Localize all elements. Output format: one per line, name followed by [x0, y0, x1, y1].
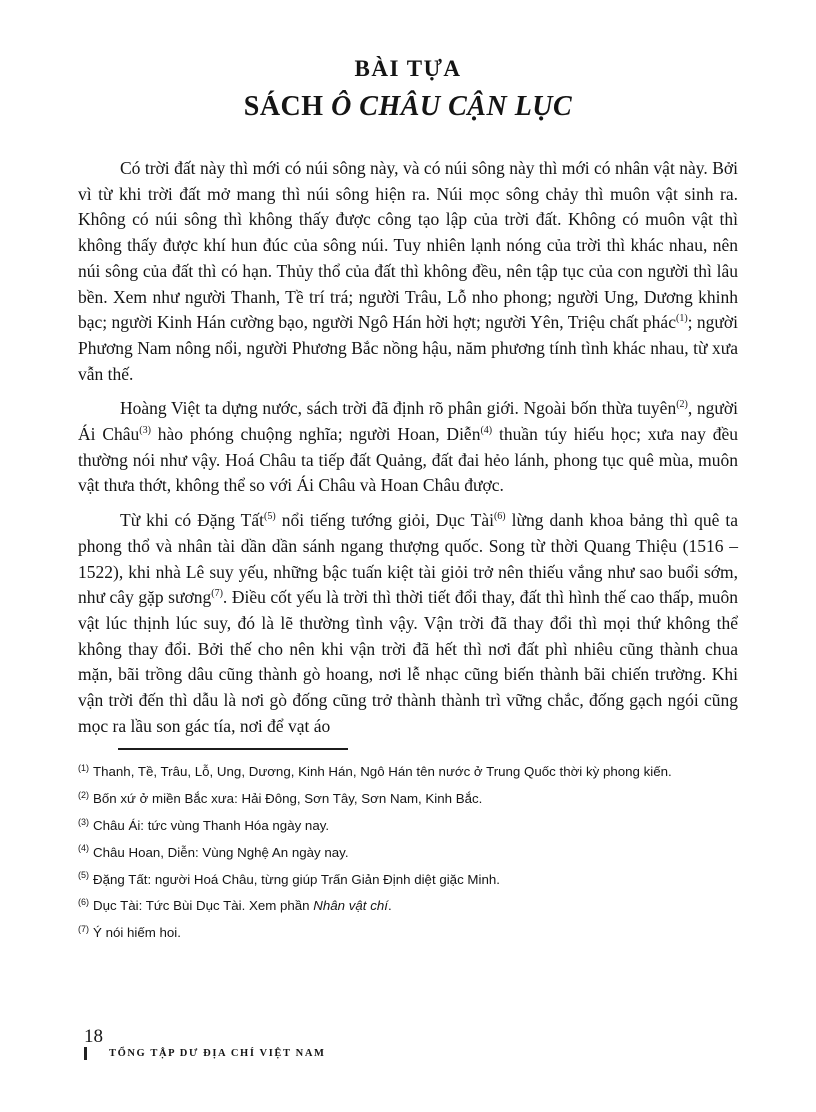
paragraph — [78, 508, 738, 739]
text-run: lừng danh khoa bảng thì quê ta phong thổ và nhân tài dần dần sánh ngang thượng quốc. Song từ thời Quang Thiệu (1516 – 1522), khi nhà Lê suy yếu, những bậc tuấn kiệt tài giỏi trở nên thiếu vắng như sao buổi sớm, như cây gặp sương — [78, 510, 738, 608]
footnote — [78, 759, 738, 786]
footnote-ref: (1) — [675, 313, 688, 325]
text-run: hào phóng chuộng nghĩa; người Hoan, Diễn — [150, 424, 481, 445]
page-number: 18 — [84, 1026, 103, 1047]
text-run: nổi tiếng tướng giỏi, Dục Tài — [275, 510, 494, 531]
footnote-marker: (7) — [78, 923, 89, 934]
footer-tick-mark — [84, 1047, 87, 1060]
footnote — [78, 867, 738, 894]
footnote-ref: (3) — [139, 425, 151, 437]
text-run: Châu Hoan, Diễn: Vùng Nghệ An ngày nay. — [93, 844, 349, 860]
footnote-marker: (2) — [78, 789, 89, 800]
paragraph — [78, 396, 738, 499]
text-run: Từ khi có Đặng Tất — [120, 510, 265, 531]
footnote — [78, 786, 738, 813]
footnote — [78, 920, 738, 947]
footnote-marker: (5) — [78, 870, 89, 881]
footer-row — [84, 1047, 326, 1060]
footnote-list — [78, 759, 738, 947]
footnote-marker: (4) — [78, 843, 89, 854]
chapter-header — [78, 56, 738, 123]
footnote-marker: (6) — [78, 897, 89, 908]
text-run: thuần túy hiếu học; xưa nay đều thường nói như vậy. Hoá Châu ta tiếp đất Quảng, đất đai hẻo lánh, phong tục quê mùa, muôn vật thưa thớt, không thể so với Ái Châu và Hoan Châu được. — [78, 424, 738, 496]
footnotes-section — [78, 748, 738, 947]
page-title: BÀI TỰA — [354, 56, 462, 81]
body-paragraphs — [78, 156, 738, 739]
text-run: Đặng Tất: người Hoá Châu, từng giúp Trấn Giản Định diệt giặc Minh. — [93, 871, 500, 887]
footnote — [78, 840, 738, 867]
book-title-prefix: SÁCH — [243, 91, 332, 122]
book-series-title: TỔNG TẬP DƯ ĐỊA CHÍ VIỆT NAM — [109, 1048, 326, 1059]
text-run: ; người Phương Nam nông nổi, người Phương Bắc nồng hậu, năm phương tính tình khác nhau, từ xưa vẫn thế. — [78, 312, 739, 384]
footnote — [78, 893, 738, 920]
text-run: . — [387, 898, 392, 914]
text-run: , người Ái Châu — [78, 398, 739, 445]
text-run: Có trời đất này thì mới có núi sông này, và có núi sông này thì mới có nhân vật này. Bởi vì từ khi trời đất mở mang thì núi sông hiện ra. Núi mọc sông chảy thì muôn vật sinh ra. Không có núi sông thì không thấy được công tạo lập của trời đất. Không có muôn vật thì không thấy được khí hun đúc của sông núi. Tuy nhiên lạnh nóng của trời thì khác nhau, nên núi sông của đất thì có hạn. Thủy thổ của đất thì không đều, nên tập tục của con người thì lâu bền. Xem như người Thanh, Tề trí trá; người Trâu, Lỗ nho phong; người Ung, Dương khinh bạc; người Kinh Hán cường bạo, người Ngô Hán hời hợt; người Yên, Triệu chất phác — [78, 158, 738, 333]
footnote-ref: (7) — [211, 588, 223, 600]
footnote-marker: (1) — [78, 763, 89, 774]
footnote-ref: (6) — [493, 511, 506, 523]
footnote-marker: (3) — [78, 816, 89, 827]
text-run: Châu Ái: tức vùng Thanh Hóa ngày nay. — [93, 818, 330, 834]
footnote-ref: (2) — [676, 399, 688, 411]
paragraph — [78, 156, 738, 387]
book-page — [0, 56, 816, 947]
text-run: . Điều cốt yếu là trời thì thời tiết đổi thay, đất thì hình thế cao thấp, muôn vật lúc thịnh lúc suy, đó là lẽ thường tình vậy. Vận trời đã thay đổi thì mọi thứ không thể không thay đổi. Bởi thế cho nên khi vận trời đã hết thì nơi đất phì nhiêu cũng thành chua mặn, bãi trồng dâu cũng thành gò hoang, nơi lễ nhạc cũng biến thành bãi chiến trường. Khi vận trời đến thì dẫu là nơi gò đống cũng trở thành thành trì vững chắc, đống gạch ngói cũng mọc ra lầu son gác tía, nơi để vạt áo — [78, 587, 738, 736]
book-title-italic: Ô CHÂU CẬN LỤC — [331, 91, 573, 122]
italic-text: Nhân vật chí — [313, 898, 388, 914]
text-run: Bốn xứ ở miền Bắc xưa: Hải Đông, Sơn Tây, Sơn Nam, Kinh Bắc. — [93, 791, 483, 807]
footnote-ref: (5) — [264, 511, 276, 523]
footnote-ref: (4) — [480, 425, 493, 437]
text-run: Hoàng Việt ta dựng nước, sách trời đã định rõ phân giới. Ngoài bốn thừa tuyên — [120, 398, 677, 419]
text-run: Thanh, Tề, Trâu, Lỗ, Ung, Dương, Kinh Hán, Ngô Hán tên nước ở Trung Quốc thời kỳ phong kiến. — [93, 764, 672, 780]
text-run: Ý nói hiếm hoi. — [93, 925, 181, 941]
footnote — [78, 813, 738, 840]
page-footer — [84, 1027, 326, 1060]
book-title-heading — [78, 91, 738, 123]
footnote-divider — [118, 748, 348, 750]
text-run: Dục Tài: Tức Bùi Dục Tài. Xem phần — [93, 898, 314, 914]
